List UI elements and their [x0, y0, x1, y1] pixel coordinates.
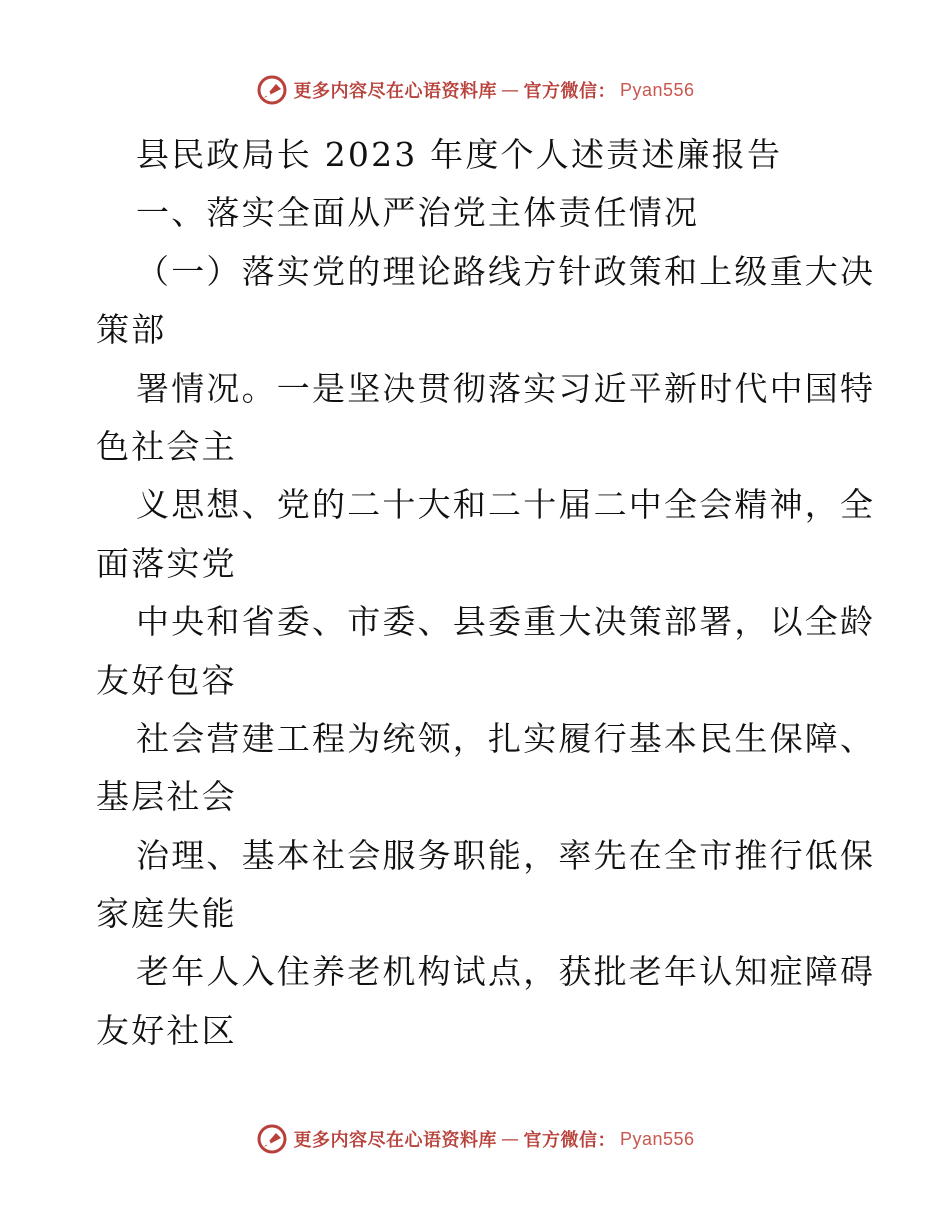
paragraph-line: 友好社区 [96, 1010, 237, 1050]
paragraph-line: 署情况。一是坚决贯彻落实习近平新时代中国特 [136, 368, 876, 408]
header-wechat-label: 官方微信： [523, 81, 616, 102]
paragraph-line: 治理、基本社会服务职能，率先在全市推行低保 [136, 835, 876, 875]
paragraph-line: 中央和省委、市委、县委重大决策部署，以全龄 [136, 602, 876, 642]
paragraph-line: 家庭失能 [96, 894, 237, 934]
header-wechat-id: Pyan556 [619, 79, 695, 100]
header-promo-text: 更多内容尽在心语资料库 [293, 81, 497, 102]
header-banner [0, 70, 950, 110]
pen-nib-logo-icon [255, 1122, 289, 1156]
paragraph-line: 友好包容 [96, 660, 237, 700]
footer-promo-text: 更多内容尽在心语资料库 [293, 1130, 497, 1151]
document-body [96, 126, 876, 1060]
paragraph-line: （一）落实党的理论路线方针政策和上级重大决 [136, 251, 876, 291]
footer-wechat-label: 官方微信： [523, 1130, 616, 1151]
footer-wechat-id: Pyan556 [619, 1128, 695, 1149]
paragraph-line: 社会营建工程为统领，扎实履行基本民生保障、 [136, 718, 876, 758]
header-separator: — [500, 79, 520, 101]
footer-separator: — [500, 1128, 520, 1150]
pen-nib-logo-icon [255, 73, 289, 107]
paragraph-line: 策部 [96, 310, 167, 350]
paragraph-line: 色社会主 [96, 426, 237, 466]
paragraph-line: 面落实党 [96, 543, 237, 583]
paragraph-line: 义思想、党的二十大和二十届二中全会精神，全 [136, 485, 876, 525]
section-heading: 一、落实全面从严治党主体责任情况 [136, 193, 700, 233]
paragraph-line: 老年人入住养老机构试点，获批老年认知症障碍 [136, 952, 876, 992]
document-title: 县民政局长 2023 年度个人述责述廉报告 [136, 135, 783, 174]
footer-banner [0, 1119, 950, 1159]
paragraph-line: 基层社会 [96, 777, 237, 817]
